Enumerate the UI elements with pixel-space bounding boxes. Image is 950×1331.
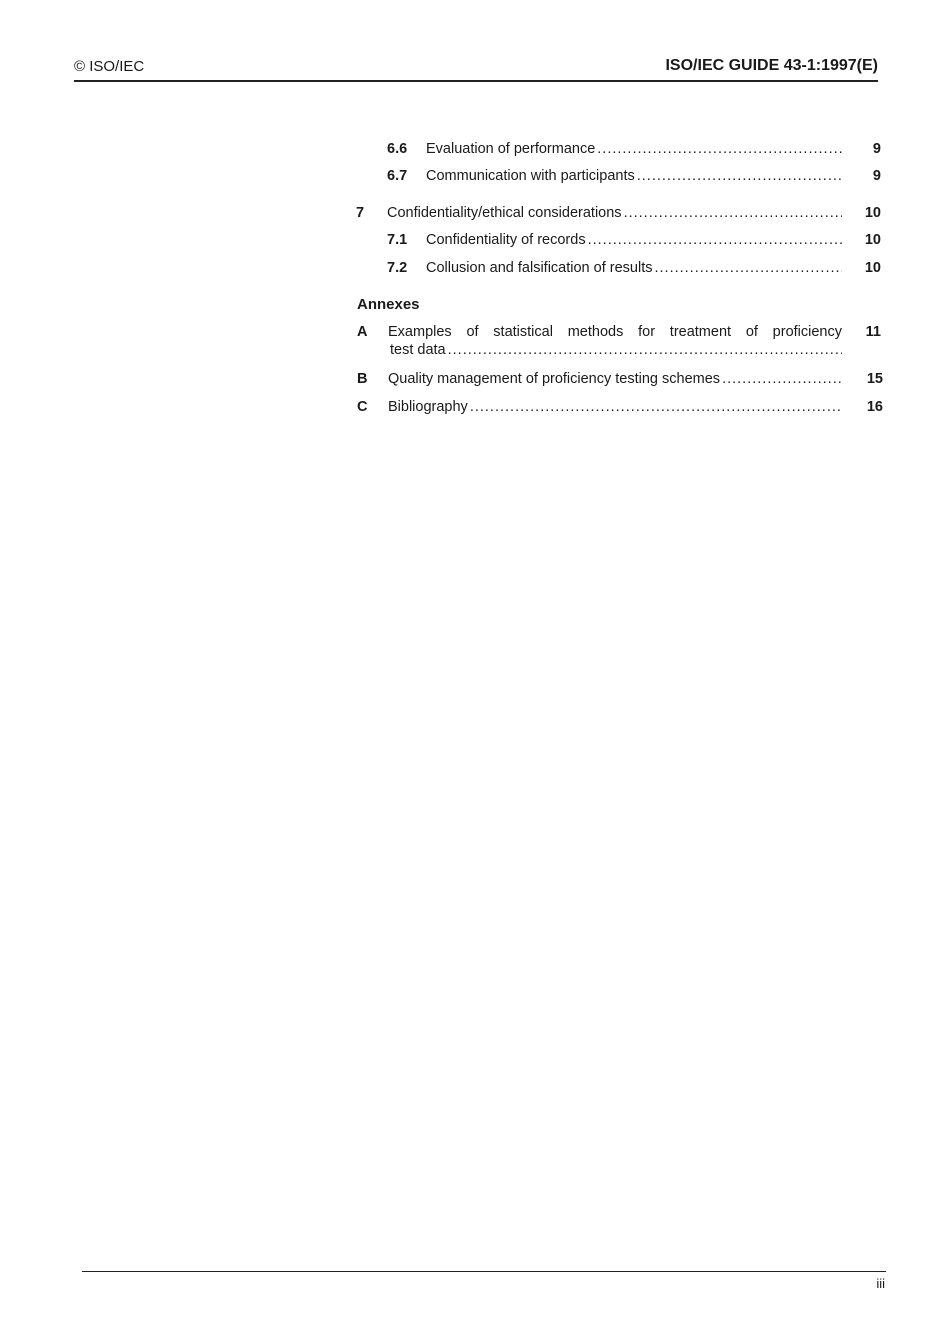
toc-entry-7-1[interactable] [0,231,950,251]
toc-page: 11 [865,324,881,340]
toc-entry-7-2[interactable] [0,259,950,279]
toc-title: Confidentiality of records ..... [426,231,842,249]
toc-title: Bibliography ..... [388,398,842,416]
toc-page: 10 [864,260,881,276]
toc-title-line2: test data ..... [390,341,842,359]
toc-page: 9 [872,168,881,184]
toc-page: 16 [866,399,883,415]
toc-entry-annex-c[interactable] [0,398,950,418]
toc-number: A [357,324,368,340]
toc-entry-annex-a[interactable] [0,323,950,363]
toc-entry-7[interactable] [0,204,950,224]
annexes-heading: Annexes [357,296,420,313]
toc-title: Quality management of proficiency testing schemes ..... [388,370,842,388]
footer-page-number: iii [876,1276,885,1291]
page-header [74,56,878,82]
toc-entry-6-7[interactable] [0,167,950,187]
toc-entry-annex-b[interactable] [0,370,950,390]
footer-rule [82,1271,886,1272]
document-id: ISO/IEC GUIDE 43-1:1997(E) [665,57,878,74]
toc-number: B [357,371,368,387]
toc-title: Evaluation of performance ..... [426,140,842,158]
toc-number: 6.6 [387,141,408,157]
toc-number: 6.7 [387,168,408,184]
toc-number: C [357,399,368,415]
toc-number: 7.1 [387,232,408,248]
toc-number: 7 [356,205,365,221]
copyright-label: © ISO/IEC [74,58,145,75]
toc-page: 10 [864,232,881,248]
toc-page: 15 [866,371,883,387]
toc-title: Communication with participants ..... [426,167,842,185]
toc-page: 9 [872,141,881,157]
toc-page: 10 [864,205,881,221]
toc-number: 7.2 [387,260,408,276]
toc-title: Confidentiality/ethical considerations ..... [387,204,842,222]
toc-title: Collusion and falsification of results ..... [426,259,842,277]
toc-entry-6-6[interactable] [0,140,950,160]
toc-title-line1: Examples of statistical methods for treatment of proficiency [388,324,842,340]
